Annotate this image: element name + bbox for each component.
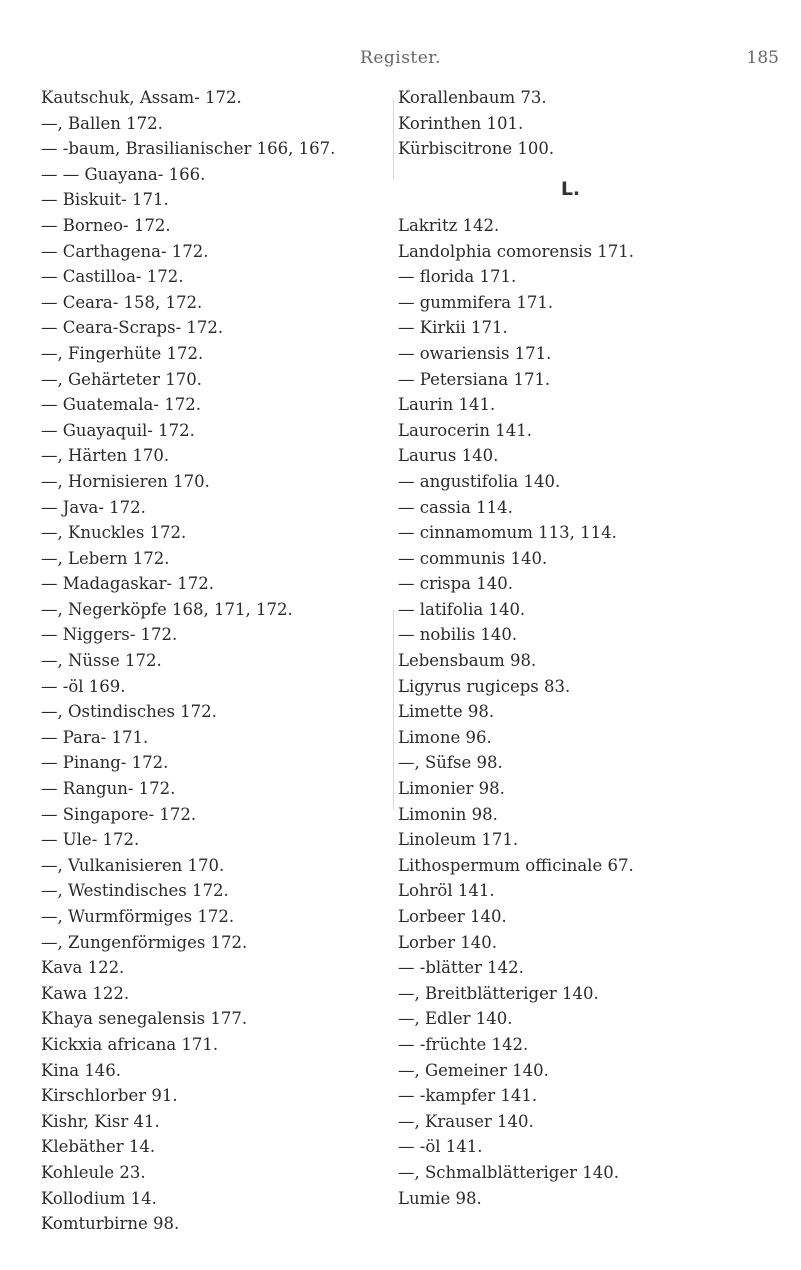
index-entry: Ligyrus rugiceps 83.: [398, 676, 571, 696]
index-entry: —, Edler 140.: [398, 1009, 513, 1029]
index-group-l: [398, 213, 783, 1211]
index-entry: Limonin 98.: [398, 804, 498, 824]
index-entry: —, Negerköpfe 168, 171, 172.: [41, 599, 293, 619]
index-entry: —, Knuckles 172.: [41, 523, 187, 543]
index-entry: Klebäther 14.: [41, 1137, 156, 1157]
index-entry: — owariensis 171.: [398, 343, 552, 363]
index-entry: —, Gemeiner 140.: [398, 1060, 549, 1080]
index-entry: Laurus 140.: [398, 446, 499, 466]
index-entry: — Ceara- 158, 172.: [41, 292, 203, 312]
index-entry: Kishr, Kisr 41.: [41, 1111, 160, 1131]
index-entry: Limette 98.: [398, 702, 495, 722]
index-entry: —, Westindisches 172.: [41, 881, 229, 901]
index-entry: —, Ballen 172.: [41, 113, 163, 133]
index-entry: Kickxia africana 171.: [41, 1034, 219, 1054]
index-entry: Lakritz 142.: [398, 215, 500, 235]
index-entry: Khaya senegalensis 177.: [41, 1009, 248, 1029]
index-entry: —, Zungenförmiges 172.: [41, 932, 248, 952]
index-entry: —, Vulkanisieren 170.: [41, 855, 225, 875]
index-entry: Limone 96.: [398, 727, 492, 747]
index-entry: — Guayaquil- 172.: [41, 420, 195, 440]
index-column-left: [41, 85, 391, 1237]
index-entry: —, Lebern 172.: [41, 548, 170, 568]
index-entry: Kina 146.: [41, 1060, 122, 1080]
index-entry: — communis 140.: [398, 548, 548, 568]
index-entry: Landolphia comorensis 171.: [398, 241, 634, 261]
index-entry: —, Breitblätteriger 140.: [398, 983, 599, 1003]
index-entry: Linoleum 171.: [398, 830, 519, 850]
index-entry: —, Süfse 98.: [398, 753, 503, 773]
index-entry: — Para- 171.: [41, 727, 149, 747]
index-entry: Kollodium 14.: [41, 1188, 157, 1208]
index-entry: —, Härten 170.: [41, 446, 170, 466]
index-entry: — latifolia 140.: [398, 599, 526, 619]
index-entry: —, Ostindisches 172.: [41, 702, 217, 722]
index-entry: Kirschlorber 91.: [41, 1086, 178, 1106]
index-entry: —, Nüsse 172.: [41, 651, 162, 671]
index-entry: Limonier 98.: [398, 779, 505, 799]
index-entry: — Pinang- 172.: [41, 753, 169, 773]
section-letter-heading: L.: [560, 177, 581, 200]
index-entry: Kautschuk, Assam- 172.: [41, 88, 242, 107]
index-entry: — Singapore- 172.: [41, 804, 197, 824]
index-entry: — angustifolia 140.: [398, 471, 561, 491]
index-entry: Lumie 98.: [398, 1188, 482, 1208]
index-entry: — Rangun- 172.: [41, 779, 176, 799]
index-entry: — crispa 140.: [398, 574, 514, 594]
index-entry: Korinthen 101.: [398, 113, 524, 133]
index-group-k: [398, 85, 783, 162]
index-entry: — Ceara-Scraps- 172.: [41, 318, 224, 338]
index-entry: — Kirkii 171.: [398, 318, 508, 338]
index-entry: Korallenbaum 73.: [398, 88, 547, 107]
index-entry: — -blätter 142.: [398, 958, 524, 978]
index-entry: — cinnamomum 113, 114.: [398, 523, 617, 543]
index-entry: — Borneo- 172.: [41, 215, 171, 235]
index-entry: —, Fingerhüte 172.: [41, 343, 204, 363]
index-entry: — -kampfer 141.: [398, 1086, 538, 1106]
index-entry: — -öl 141.: [398, 1137, 483, 1157]
index-entry: — Niggers- 172.: [41, 625, 178, 645]
index-entry: —, Hornisieren 170.: [41, 471, 210, 491]
index-entry: — -öl 169.: [41, 676, 126, 696]
index-entry: — Madagaskar- 172.: [41, 574, 215, 594]
index-entry: Lorbeer 140.: [398, 907, 507, 926]
index-entry: —, Gehärteter 170.: [41, 369, 202, 389]
index-entry: — Ule- 172.: [41, 830, 140, 850]
index-entry: Laurin 141.: [398, 395, 496, 415]
index-entry: — — Guayana- 166.: [41, 164, 206, 184]
index-entry: Kohleule 23.: [41, 1162, 146, 1182]
index-entry: — -baum, Brasilianischer 166, 167.: [41, 139, 336, 159]
index-entry: Komturbirne 98.: [41, 1214, 180, 1234]
index-entry: —, Schmalblätteriger 140.: [398, 1162, 619, 1182]
index-entry: — Petersiana 171.: [398, 369, 551, 389]
index-entry: — nobilis 140.: [398, 625, 518, 645]
index-entry: — -früchte 142.: [398, 1034, 529, 1054]
index-entry: Lebensbaum 98.: [398, 651, 537, 671]
index-entry: —, Wurmförmiges 172.: [41, 907, 235, 926]
index-entry: Laurocerin 141.: [398, 420, 533, 440]
index-entry: — cassia 114.: [398, 497, 513, 517]
index-entry: — Carthagena- 172.: [41, 241, 209, 261]
index-entry: — florida 171.: [398, 267, 517, 287]
index-entry: — gummifera 171.: [398, 292, 554, 312]
index-entry: Lithospermum officinale 67.: [398, 855, 634, 875]
index-entry: — Castilloa- 172.: [41, 267, 184, 287]
index-column-right: [398, 85, 783, 1211]
index-entry: — Biskuit- 171.: [41, 190, 169, 210]
column-divider: [393, 610, 394, 810]
index-entry: Kawa 122.: [41, 983, 130, 1003]
index-entry: — Guatemala- 172.: [41, 395, 201, 415]
running-title: Register.: [360, 48, 441, 68]
index-entry: Lohröl 141.: [398, 881, 495, 901]
column-divider: [393, 100, 394, 180]
index-entry: Lorber 140.: [398, 932, 497, 952]
page-number: 185: [746, 48, 779, 68]
index-entry: —, Krauser 140.: [398, 1111, 534, 1131]
index-entry: — Java- 172.: [41, 497, 146, 517]
index-entry: Kava 122.: [41, 958, 125, 978]
index-entry: Kürbiscitrone 100.: [398, 139, 555, 159]
